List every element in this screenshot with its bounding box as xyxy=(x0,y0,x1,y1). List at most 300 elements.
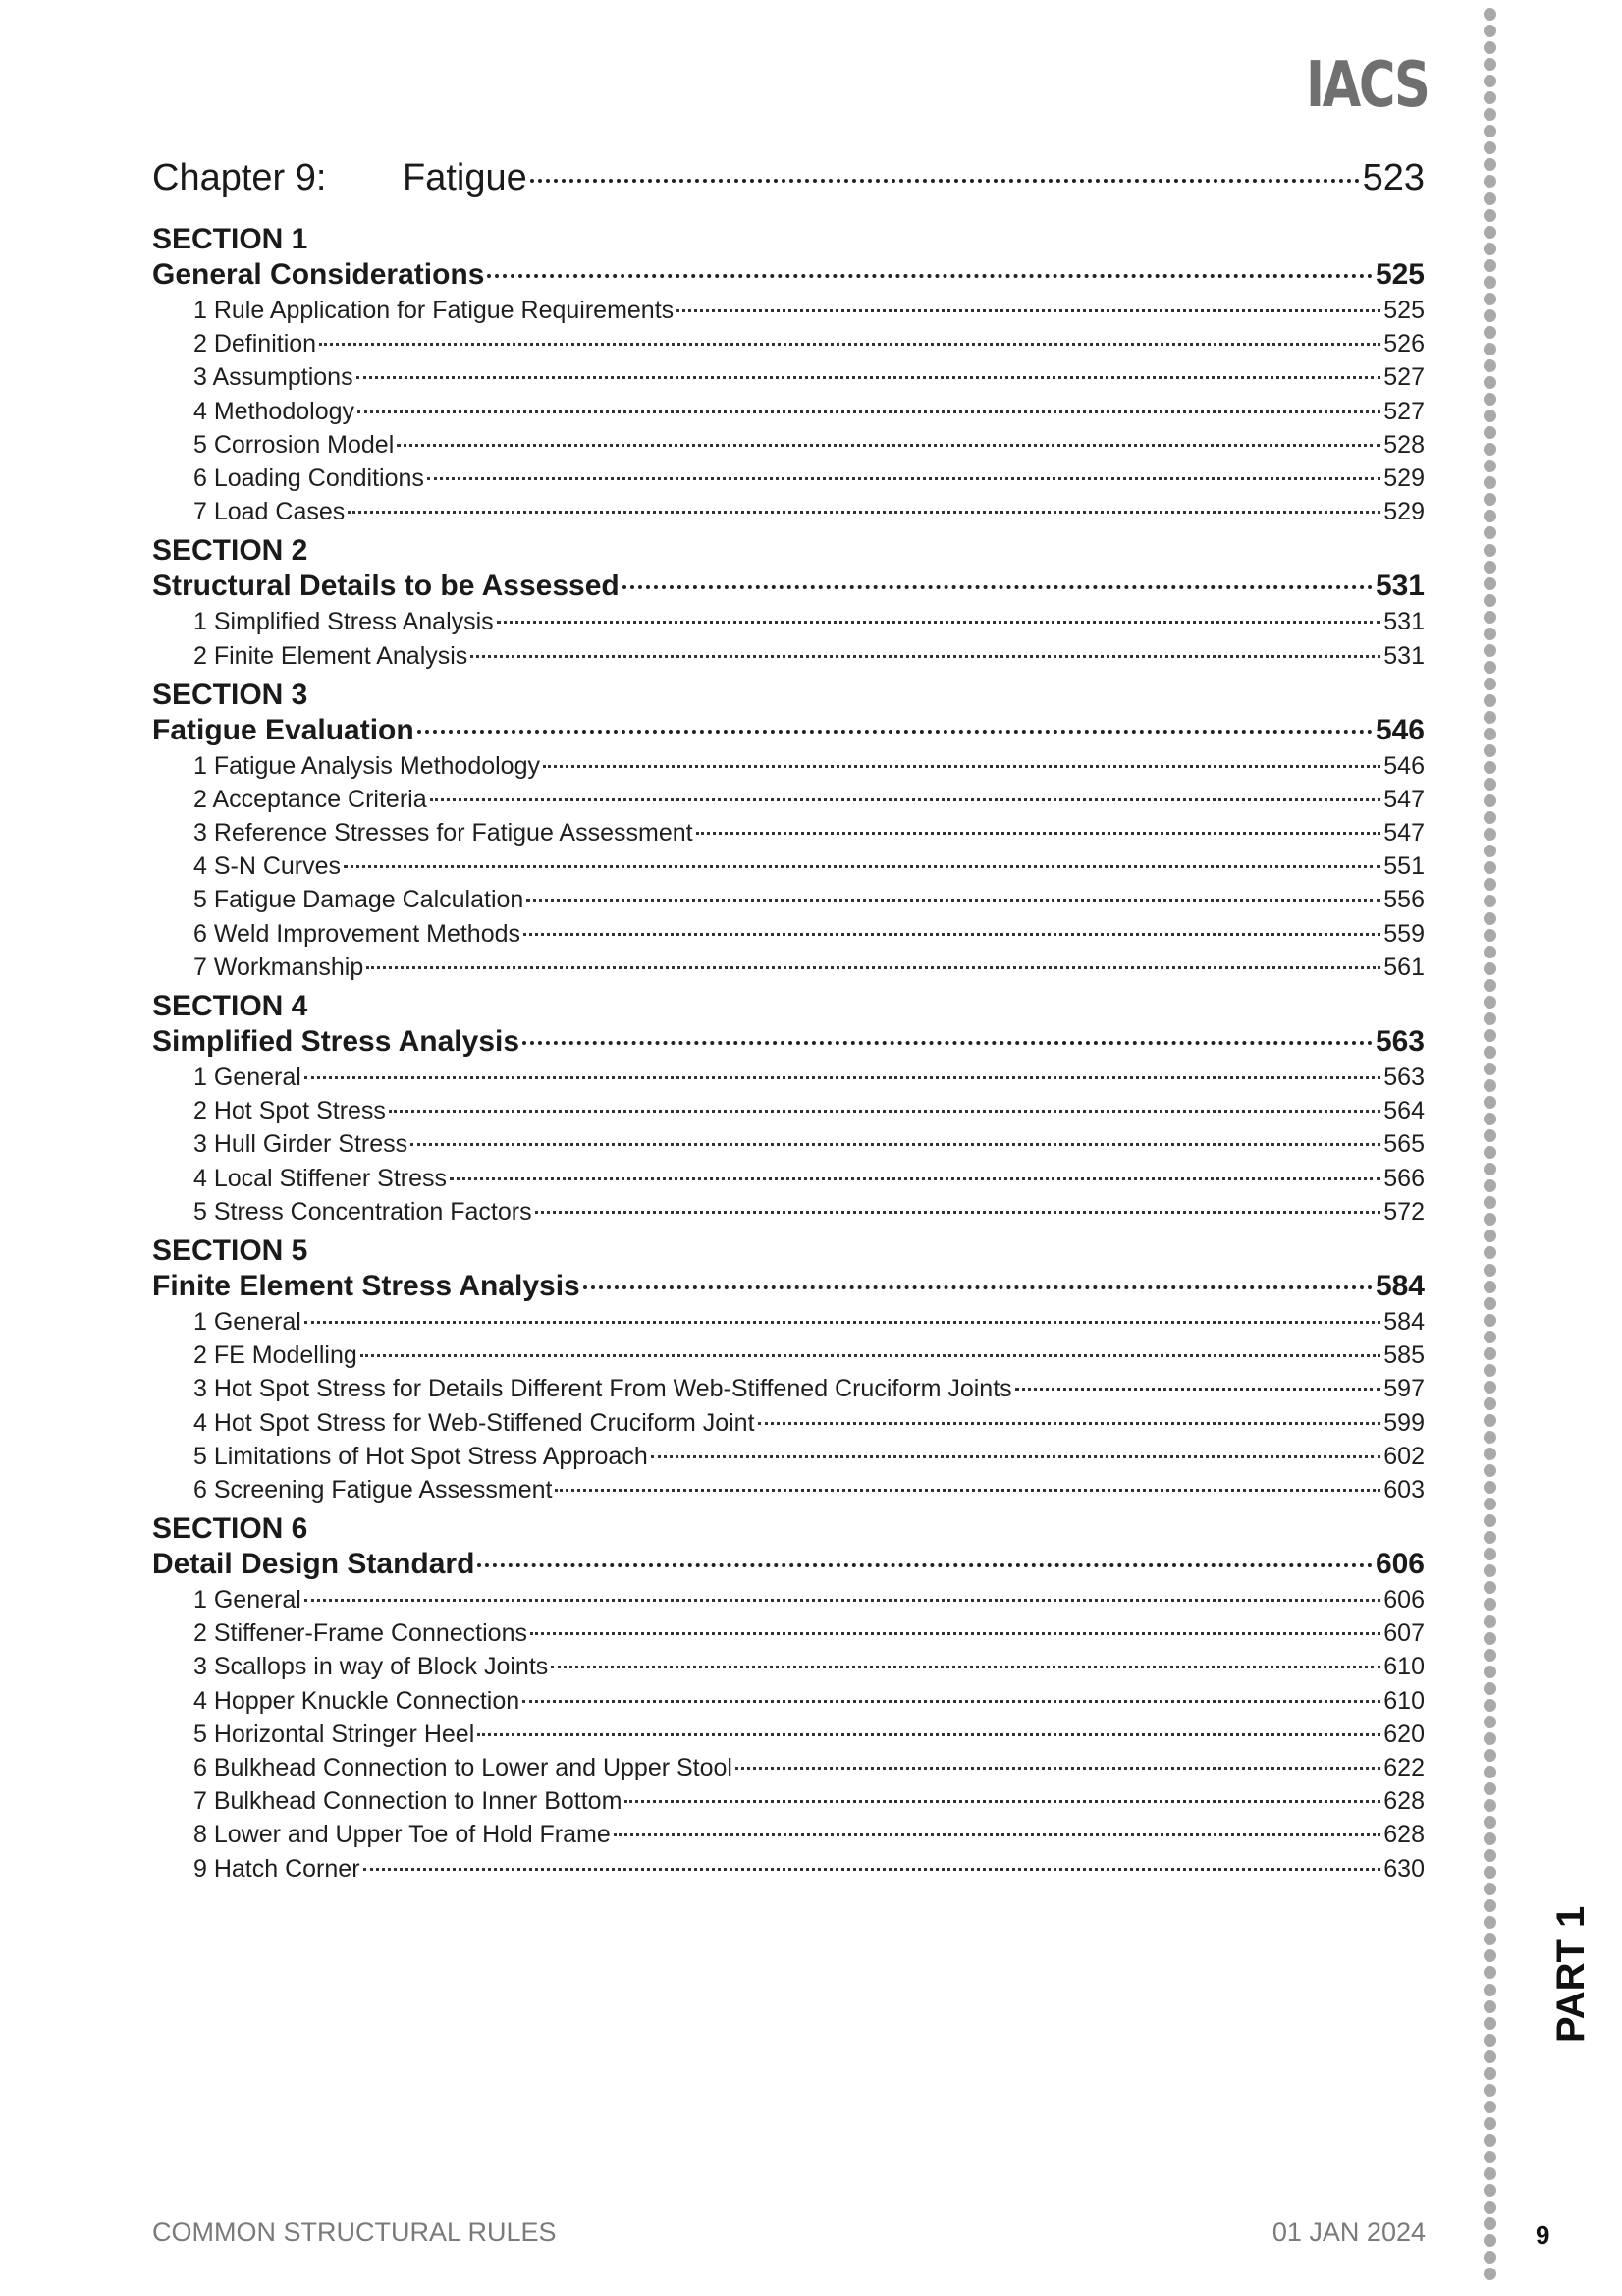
section-label: SECTION 6 xyxy=(152,1512,308,1546)
footer-date: 01 JAN 2024 xyxy=(1271,2217,1426,2247)
binding-dot xyxy=(1484,2167,1496,2180)
binding-dot xyxy=(1484,611,1496,624)
entry-page: 559 xyxy=(1383,919,1425,948)
entry-title: 2 Stiffener-Frame Connections xyxy=(193,1619,527,1648)
binding-dot xyxy=(1484,443,1496,456)
binding-dot xyxy=(1484,878,1496,891)
dot-leader xyxy=(624,1800,1380,1803)
section-page: 563 xyxy=(1375,1025,1425,1058)
toc-entry[interactable] xyxy=(152,1165,1425,1198)
entry-title: 1 Rule Application for Fatigue Requirements xyxy=(193,297,675,324)
binding-dot xyxy=(1484,1246,1496,1259)
binding-dot xyxy=(1484,2151,1496,2163)
chapter-label: Chapter 9: xyxy=(152,157,327,198)
binding-dot xyxy=(1484,644,1496,657)
section-title-row[interactable] xyxy=(152,1548,1425,1586)
section-title-row[interactable] xyxy=(152,714,1425,752)
dot-leader xyxy=(530,179,1360,183)
binding-dot xyxy=(1484,410,1496,422)
binding-dot xyxy=(1484,1782,1496,1795)
binding-dot xyxy=(1484,2067,1496,2080)
binding-dot xyxy=(1484,58,1496,71)
chapter-title: Fatigue xyxy=(403,157,527,198)
toc-entry[interactable] xyxy=(152,1619,1425,1653)
dot-leader xyxy=(304,1076,1380,1079)
dot-leader xyxy=(410,1143,1380,1146)
page-number: 9 xyxy=(1536,2220,1550,2250)
entry-title: 2 Acceptance Criteria xyxy=(193,785,427,813)
binding-dot xyxy=(1484,141,1496,154)
dot-leader xyxy=(622,585,1373,589)
entry-page: 563 xyxy=(1383,1064,1425,1091)
toc-entry[interactable] xyxy=(152,1653,1425,1686)
binding-dot xyxy=(1484,1012,1496,1025)
binding-dot xyxy=(1484,125,1496,137)
binding-dots xyxy=(1481,8,1498,2296)
binding-dot xyxy=(1484,1179,1496,1192)
dot-leader xyxy=(535,1211,1381,1214)
binding-dot xyxy=(1484,526,1496,539)
binding-dot xyxy=(1484,728,1496,740)
section-title-row[interactable] xyxy=(152,570,1425,608)
entry-title: 5 Corrosion Model xyxy=(193,430,395,459)
binding-dot xyxy=(1484,1966,1496,1979)
dot-leader xyxy=(758,1422,1381,1425)
entry-title: 7 Workmanship xyxy=(193,953,364,981)
binding-dot xyxy=(1484,493,1496,506)
binding-dot xyxy=(1484,744,1496,757)
entry-page: 525 xyxy=(1383,297,1425,324)
entry-title: 9 Hatch Corner xyxy=(193,1854,360,1883)
binding-dot xyxy=(1484,2251,1496,2264)
binding-dot xyxy=(1484,1281,1496,1293)
binding-dot xyxy=(1484,2184,1496,2197)
binding-dot xyxy=(1484,476,1496,489)
toc-entry[interactable] xyxy=(152,1375,1425,1408)
binding-dot xyxy=(1484,946,1496,958)
binding-dot xyxy=(1484,1213,1496,1226)
binding-dot xyxy=(1484,1816,1496,1829)
chapter-heading[interactable] xyxy=(152,157,1425,220)
entry-page: 547 xyxy=(1383,785,1425,813)
binding-dot xyxy=(1484,1113,1496,1125)
dot-leader xyxy=(551,1666,1380,1668)
dot-leader xyxy=(1015,1388,1381,1391)
binding-dot xyxy=(1484,1448,1496,1460)
entry-title: 3 Reference Stresses for Fatigue Assessment xyxy=(193,819,693,847)
binding-dot xyxy=(1484,1632,1496,1645)
entry-title: 1 Simplified Stress Analysis xyxy=(193,608,494,636)
binding-dot xyxy=(1484,426,1496,439)
section-title-row[interactable] xyxy=(152,258,1425,297)
entry-page: 610 xyxy=(1383,1686,1425,1715)
binding-dot xyxy=(1484,91,1496,104)
binding-dot xyxy=(1484,861,1496,874)
toc-entry[interactable] xyxy=(152,1443,1425,1476)
binding-dot xyxy=(1484,376,1496,389)
dot-leader xyxy=(530,1632,1380,1635)
binding-dot xyxy=(1484,460,1496,472)
binding-dot xyxy=(1484,1079,1496,1092)
binding-dot xyxy=(1484,1264,1496,1277)
binding-dot xyxy=(1484,1381,1496,1394)
binding-dot xyxy=(1484,1397,1496,1410)
section-title: General Considerations xyxy=(152,258,485,291)
binding-dot xyxy=(1484,1514,1496,1527)
dot-leader xyxy=(543,765,1380,768)
binding-dot xyxy=(1484,1866,1496,1879)
binding-dot xyxy=(1484,326,1496,339)
binding-dot xyxy=(1484,544,1496,557)
binding-dot xyxy=(1484,175,1496,188)
binding-dot xyxy=(1484,2217,1496,2230)
entry-page: 572 xyxy=(1383,1197,1425,1226)
binding-dot xyxy=(1484,2034,1496,2047)
section-page: 546 xyxy=(1375,713,1425,746)
entry-page: 606 xyxy=(1383,1586,1425,1614)
entry-page: 597 xyxy=(1383,1375,1425,1403)
binding-dot xyxy=(1484,1799,1496,1812)
binding-dot xyxy=(1484,794,1496,807)
section-label: SECTION 3 xyxy=(152,678,308,711)
entry-page: 603 xyxy=(1383,1475,1425,1503)
iacs-logo: IACS xyxy=(1306,49,1429,122)
entry-page: 599 xyxy=(1383,1408,1425,1437)
binding-dot xyxy=(1484,1297,1496,1310)
section-label: SECTION 1 xyxy=(152,223,308,255)
binding-dot xyxy=(1484,929,1496,942)
section-title: Fatigue Evaluation xyxy=(152,713,414,746)
toc-entry[interactable] xyxy=(152,1855,1425,1888)
table-of-contents xyxy=(152,157,1425,1888)
toc-entry[interactable] xyxy=(152,1409,1425,1443)
binding-dot xyxy=(1484,1832,1496,1845)
binding-dot xyxy=(1484,2050,1496,2063)
binding-dot xyxy=(1484,1933,1496,1945)
toc-entry[interactable] xyxy=(152,1687,1425,1721)
entry-title: 2 FE Modelling xyxy=(193,1341,357,1370)
entry-title: 6 Weld Improvement Methods xyxy=(193,919,521,948)
footer-document-title: COMMON STRUCTURAL RULES xyxy=(152,2217,557,2247)
binding-dot xyxy=(1484,1598,1496,1611)
binding-dot xyxy=(1484,895,1496,907)
dot-leader xyxy=(348,511,1380,514)
binding-dot xyxy=(1484,2000,1496,2013)
section-page: 584 xyxy=(1375,1269,1425,1302)
binding-dot xyxy=(1484,8,1496,21)
toc-entry[interactable] xyxy=(152,886,1425,919)
toc-entry[interactable] xyxy=(152,819,1425,852)
dot-leader xyxy=(526,899,1380,902)
binding-dot xyxy=(1484,628,1496,640)
binding-dot xyxy=(1484,108,1496,121)
entry-page: 561 xyxy=(1383,953,1425,981)
toc-entry[interactable] xyxy=(152,1308,1425,1341)
binding-dot xyxy=(1484,1949,1496,1962)
dot-leader xyxy=(397,444,1380,447)
section-page: 525 xyxy=(1375,258,1425,291)
entry-title: 8 Lower and Upper Toe of Hold Frame xyxy=(193,1821,611,1849)
binding-dot xyxy=(1484,41,1496,54)
toc-entry[interactable] xyxy=(152,297,1425,330)
entry-title: 1 General xyxy=(193,1064,301,1091)
binding-dot xyxy=(1484,192,1496,205)
binding-dot xyxy=(1484,1146,1496,1159)
toc-entry[interactable] xyxy=(152,1476,1425,1509)
entry-page: 528 xyxy=(1383,430,1425,459)
toc-entry[interactable] xyxy=(152,398,1425,431)
dot-leader xyxy=(735,1767,1380,1770)
binding-dot xyxy=(1484,561,1496,574)
binding-dot xyxy=(1484,1063,1496,1075)
binding-dot xyxy=(1484,243,1496,255)
binding-dot xyxy=(1484,1581,1496,1594)
entry-page: 527 xyxy=(1383,363,1425,392)
toc-entry[interactable] xyxy=(152,786,1425,819)
entry-title: 4 Hot Spot Stress for Web-Stiffened Cruciform Joint xyxy=(193,1408,755,1437)
binding-dot xyxy=(1484,1163,1496,1175)
toc-entry[interactable] xyxy=(152,1754,1425,1787)
binding-dot xyxy=(1484,25,1496,37)
section-title: Detail Design Standard xyxy=(152,1548,475,1581)
entry-title: 5 Limitations of Hot Spot Stress Approach xyxy=(193,1442,648,1470)
binding-dot xyxy=(1484,678,1496,690)
entry-page: 630 xyxy=(1383,1854,1425,1883)
dot-leader xyxy=(696,832,1381,835)
entry-page: 610 xyxy=(1383,1653,1425,1681)
toc-entry[interactable] xyxy=(152,1097,1425,1130)
entry-title: 3 Hot Spot Stress for Details Different From Web-Stiffened Cruciform Joints xyxy=(193,1375,1012,1403)
dot-leader xyxy=(522,1041,1373,1045)
binding-dot xyxy=(1484,594,1496,607)
entry-title: 2 Definition xyxy=(193,330,317,358)
dot-leader xyxy=(487,274,1373,278)
entry-page: 531 xyxy=(1383,641,1425,670)
entry-title: 3 Hull Girder Stress xyxy=(193,1130,408,1159)
binding-dot xyxy=(1484,996,1496,1009)
dot-leader xyxy=(583,1285,1373,1289)
binding-dot xyxy=(1484,2134,1496,2147)
dot-leader xyxy=(522,1700,1380,1703)
entry-title: 5 Fatigue Damage Calculation xyxy=(193,886,524,914)
binding-dot xyxy=(1484,1682,1496,1695)
entry-page: 527 xyxy=(1383,397,1425,425)
binding-dot xyxy=(1484,226,1496,239)
binding-dot xyxy=(1484,2234,1496,2247)
binding-dot xyxy=(1484,761,1496,774)
binding-dot xyxy=(1484,1531,1496,1544)
entry-title: 7 Bulkhead Connection to Inner Bottom xyxy=(193,1787,622,1816)
entry-title: 1 General xyxy=(193,1307,301,1336)
entry-title: 3 Assumptions xyxy=(193,363,353,392)
binding-dot xyxy=(1484,75,1496,87)
binding-dot xyxy=(1484,577,1496,590)
binding-dot xyxy=(1484,1414,1496,1427)
entry-page: 565 xyxy=(1383,1130,1425,1159)
dot-leader xyxy=(304,1321,1380,1324)
toc-entry[interactable] xyxy=(152,752,1425,786)
binding-dot xyxy=(1484,1716,1496,1728)
entry-page: 526 xyxy=(1383,330,1425,358)
entry-title: 1 General xyxy=(193,1586,301,1614)
section-title-row[interactable] xyxy=(152,1025,1425,1064)
dot-leader xyxy=(470,655,1380,658)
entry-title: 3 Scallops in way of Block Joints xyxy=(193,1653,549,1681)
dot-leader xyxy=(366,966,1380,969)
section-title: Structural Details to be Assessed xyxy=(152,570,620,603)
section-title: Finite Element Stress Analysis xyxy=(152,1269,580,1302)
dot-leader xyxy=(360,1354,1381,1357)
binding-dot xyxy=(1484,2084,1496,2097)
binding-dot xyxy=(1484,1464,1496,1477)
binding-dot xyxy=(1484,1046,1496,1059)
dot-leader xyxy=(356,376,1381,379)
entry-page: 529 xyxy=(1383,498,1425,526)
toc-entry[interactable] xyxy=(152,330,1425,363)
entry-title: 5 Stress Concentration Factors xyxy=(193,1197,532,1226)
part-label: PART 1 xyxy=(1549,1905,1593,2043)
binding-dot xyxy=(1484,1129,1496,1142)
toc-entry[interactable] xyxy=(152,1130,1425,1164)
binding-dot xyxy=(1484,2117,1496,2130)
toc-entry[interactable] xyxy=(152,642,1425,676)
binding-dot xyxy=(1484,694,1496,707)
binding-dot xyxy=(1484,393,1496,406)
binding-dot xyxy=(1484,1749,1496,1762)
binding-dot xyxy=(1484,2268,1496,2280)
toc-entry[interactable] xyxy=(152,431,1425,465)
entry-page: 564 xyxy=(1383,1097,1425,1125)
toc-entry[interactable] xyxy=(152,1721,1425,1754)
binding-dot xyxy=(1484,2017,1496,2030)
dot-leader xyxy=(523,933,1380,936)
dot-leader xyxy=(676,309,1380,312)
dot-leader xyxy=(304,1599,1380,1602)
section-title-row[interactable] xyxy=(152,1270,1425,1308)
binding-dot xyxy=(1484,1481,1496,1494)
binding-dot xyxy=(1484,209,1496,222)
dot-leader xyxy=(450,1177,1380,1180)
binding-dot xyxy=(1484,1331,1496,1343)
dot-leader xyxy=(555,1489,1380,1492)
sections-list xyxy=(152,220,1425,1888)
binding-dot xyxy=(1484,1029,1496,1042)
entry-title: 4 Methodology xyxy=(193,397,355,425)
entry-page: 602 xyxy=(1383,1442,1425,1470)
entry-page: 529 xyxy=(1383,464,1425,492)
dot-leader xyxy=(477,1733,1380,1736)
binding-dot xyxy=(1484,1548,1496,1560)
toc-entry[interactable] xyxy=(152,1064,1425,1097)
binding-dot xyxy=(1484,1883,1496,1895)
entry-title: 4 Hopper Knuckle Connection xyxy=(193,1686,520,1715)
toc-entry[interactable] xyxy=(152,954,1425,987)
binding-dot xyxy=(1484,1096,1496,1109)
binding-dot xyxy=(1484,845,1496,857)
toc-entry[interactable] xyxy=(152,1341,1425,1375)
chapter-page: 523 xyxy=(1362,157,1425,198)
entry-page: 566 xyxy=(1383,1164,1425,1192)
section-title: Simplified Stress Analysis xyxy=(152,1025,520,1058)
binding-dot xyxy=(1484,1666,1496,1678)
binding-dot xyxy=(1484,293,1496,305)
entry-page: 620 xyxy=(1383,1720,1425,1748)
section-page: 606 xyxy=(1375,1548,1425,1581)
binding-dot xyxy=(1484,661,1496,674)
binding-dot xyxy=(1484,1314,1496,1327)
binding-dot xyxy=(1484,1766,1496,1778)
toc-entry[interactable] xyxy=(152,1821,1425,1854)
toc-entry[interactable] xyxy=(152,1586,1425,1619)
binding-dot xyxy=(1484,912,1496,925)
entry-title: 7 Load Cases xyxy=(193,498,346,526)
binding-dot xyxy=(1484,962,1496,975)
entry-title: 6 Screening Fatigue Assessment xyxy=(193,1475,553,1503)
entry-page: 531 xyxy=(1383,608,1425,636)
toc-entry[interactable] xyxy=(152,920,1425,954)
section-label: SECTION 2 xyxy=(152,534,308,568)
toc-entry[interactable] xyxy=(152,465,1425,498)
toc-entry[interactable] xyxy=(152,1787,1425,1821)
entry-page: 622 xyxy=(1383,1754,1425,1781)
dot-leader xyxy=(319,343,1380,346)
entry-title: 6 Loading Conditions xyxy=(193,464,424,492)
binding-dot xyxy=(1484,811,1496,824)
binding-dot xyxy=(1484,1899,1496,1912)
binding-dot xyxy=(1484,979,1496,992)
entry-title: 4 Local Stiffener Stress xyxy=(193,1164,448,1192)
dot-leader xyxy=(430,798,1381,801)
binding-dot xyxy=(1484,1916,1496,1929)
binding-dot xyxy=(1484,828,1496,841)
dot-leader xyxy=(389,1110,1380,1113)
toc-entry[interactable] xyxy=(152,1198,1425,1231)
dot-leader xyxy=(363,1868,1381,1871)
toc-entry[interactable] xyxy=(152,498,1425,531)
dot-leader xyxy=(477,1563,1373,1567)
binding-dot xyxy=(1484,1849,1496,1862)
entry-page: 628 xyxy=(1383,1821,1425,1849)
toc-entry[interactable] xyxy=(152,363,1425,397)
binding-dot xyxy=(1484,1431,1496,1444)
dot-leader xyxy=(357,410,1380,413)
entry-page: 607 xyxy=(1383,1619,1425,1648)
entry-title: 2 Hot Spot Stress xyxy=(193,1097,386,1125)
binding-dot xyxy=(1484,309,1496,322)
toc-entry[interactable] xyxy=(152,608,1425,641)
binding-dot xyxy=(1484,510,1496,522)
binding-dot xyxy=(1484,1196,1496,1209)
entry-title: 1 Fatigue Analysis Methodology xyxy=(193,751,540,780)
binding-dot xyxy=(1484,276,1496,289)
binding-dot xyxy=(1484,711,1496,724)
entry-title: 2 Finite Element Analysis xyxy=(193,641,468,670)
entry-page: 551 xyxy=(1383,852,1425,881)
dot-leader xyxy=(427,477,1380,480)
binding-dot xyxy=(1484,1732,1496,1745)
entry-title: 6 Bulkhead Connection to Lower and Upper Stool xyxy=(193,1754,732,1781)
binding-dot xyxy=(1484,359,1496,372)
entry-page: 584 xyxy=(1383,1307,1425,1336)
toc-entry[interactable] xyxy=(152,852,1425,886)
binding-dot xyxy=(1484,1699,1496,1712)
binding-dot xyxy=(1484,1498,1496,1510)
entry-title: 4 S-N Curves xyxy=(193,852,342,881)
entry-title: 5 Horizontal Stringer Heel xyxy=(193,1720,475,1748)
binding-dot xyxy=(1484,1347,1496,1360)
binding-dot xyxy=(1484,2101,1496,2113)
section-page: 531 xyxy=(1375,570,1425,603)
